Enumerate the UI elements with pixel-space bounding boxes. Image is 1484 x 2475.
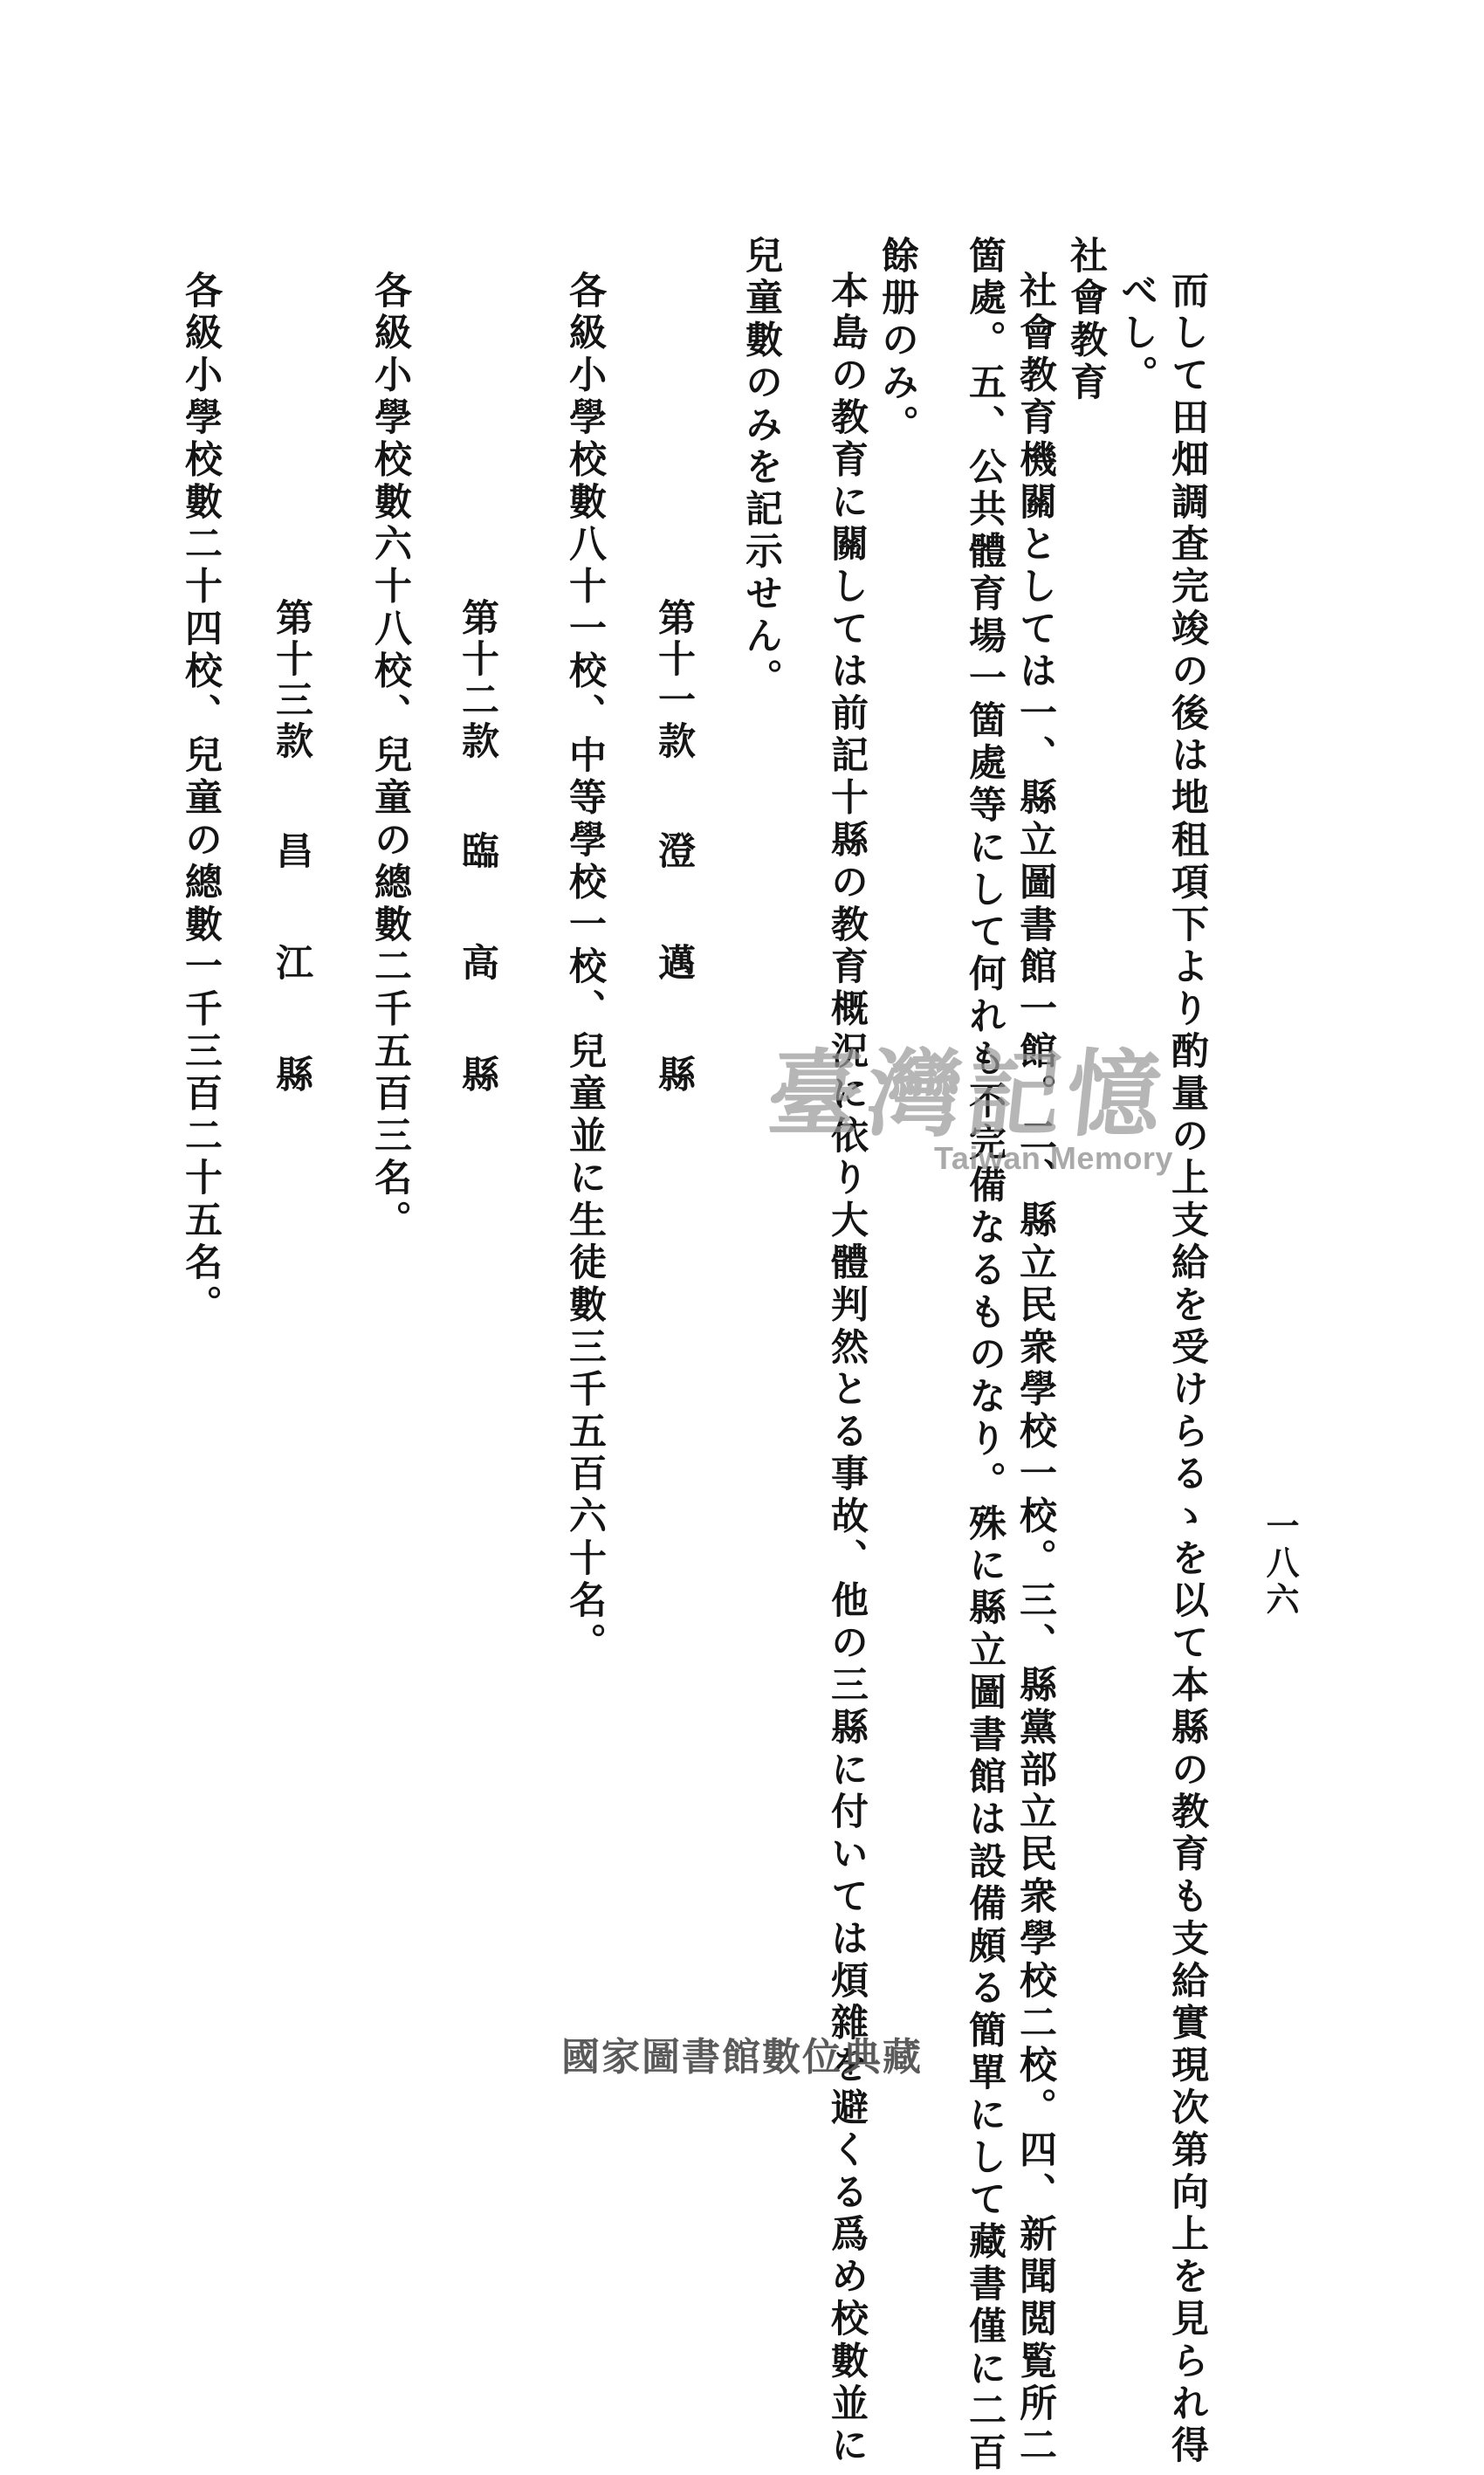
body-line-4: 社會教育機關としては一、縣立圖書館一館。二、縣立民衆學校一校。三、縣黨部立民衆學校二校。四、新聞閲覧所二 xyxy=(1013,271,1057,2468)
section-heading-11 xyxy=(652,598,696,1150)
county-name: 澄 邁 縣 xyxy=(652,830,696,1096)
section-number: 第十一款 xyxy=(652,598,696,762)
section-number: 第十二款 xyxy=(456,598,499,762)
county-name: 昌 江 縣 xyxy=(270,830,313,1096)
section-heading-12 xyxy=(456,598,499,1150)
page-number: 一八六 xyxy=(1261,1509,1300,1619)
body-line-2: べし。 xyxy=(1115,271,1158,398)
body-line-8: 兒童數のみを記示せん。 xyxy=(739,236,783,701)
section-text-11: 各級小學校數八十一校、中等學校一校、兒童並に生徒數三千五百六十名。 xyxy=(563,271,607,1666)
county-name: 臨 高 縣 xyxy=(456,830,499,1096)
body-line-5: 箇處。五、公共體育場一箇處等にして何れも不完備なるものなり。殊に縣立圖書館は設備頗る簡單にして藏書僅に二百 xyxy=(963,236,1007,2475)
footer-ncl-digital-archive: 國家圖書館數位典藏 xyxy=(561,2035,923,2080)
body-line-1: 而して田畑調査完竣の後は地租項下より酌量の上支給を受けらるゝを以て本縣の教育も支給實現次第向上を見られ得 xyxy=(1165,271,1209,2468)
body-line-6: 餘册のみ。 xyxy=(876,236,919,447)
body-line-7: 本島の教育に關しては前記十縣の教育概況に依り大體判然とる事故、他の三縣に付いては煩雜を避くる爲め校數並に xyxy=(825,271,869,2468)
section-text-13: 各級小學校數二十四校、兒童の總數一千三百二十五名。 xyxy=(179,271,223,1327)
watermark-en: Taiwan Memory xyxy=(934,1140,1173,1176)
social-education-heading: 社會教育 xyxy=(1064,236,1108,405)
watermark-cjk: 臺灣記憶 xyxy=(762,1040,1172,1150)
section-number: 第十三款 xyxy=(270,598,313,762)
section-heading-13 xyxy=(270,598,313,1150)
section-text-12: 各級小學校數六十八校、兒童の總數二千五百三名。 xyxy=(368,271,412,1243)
